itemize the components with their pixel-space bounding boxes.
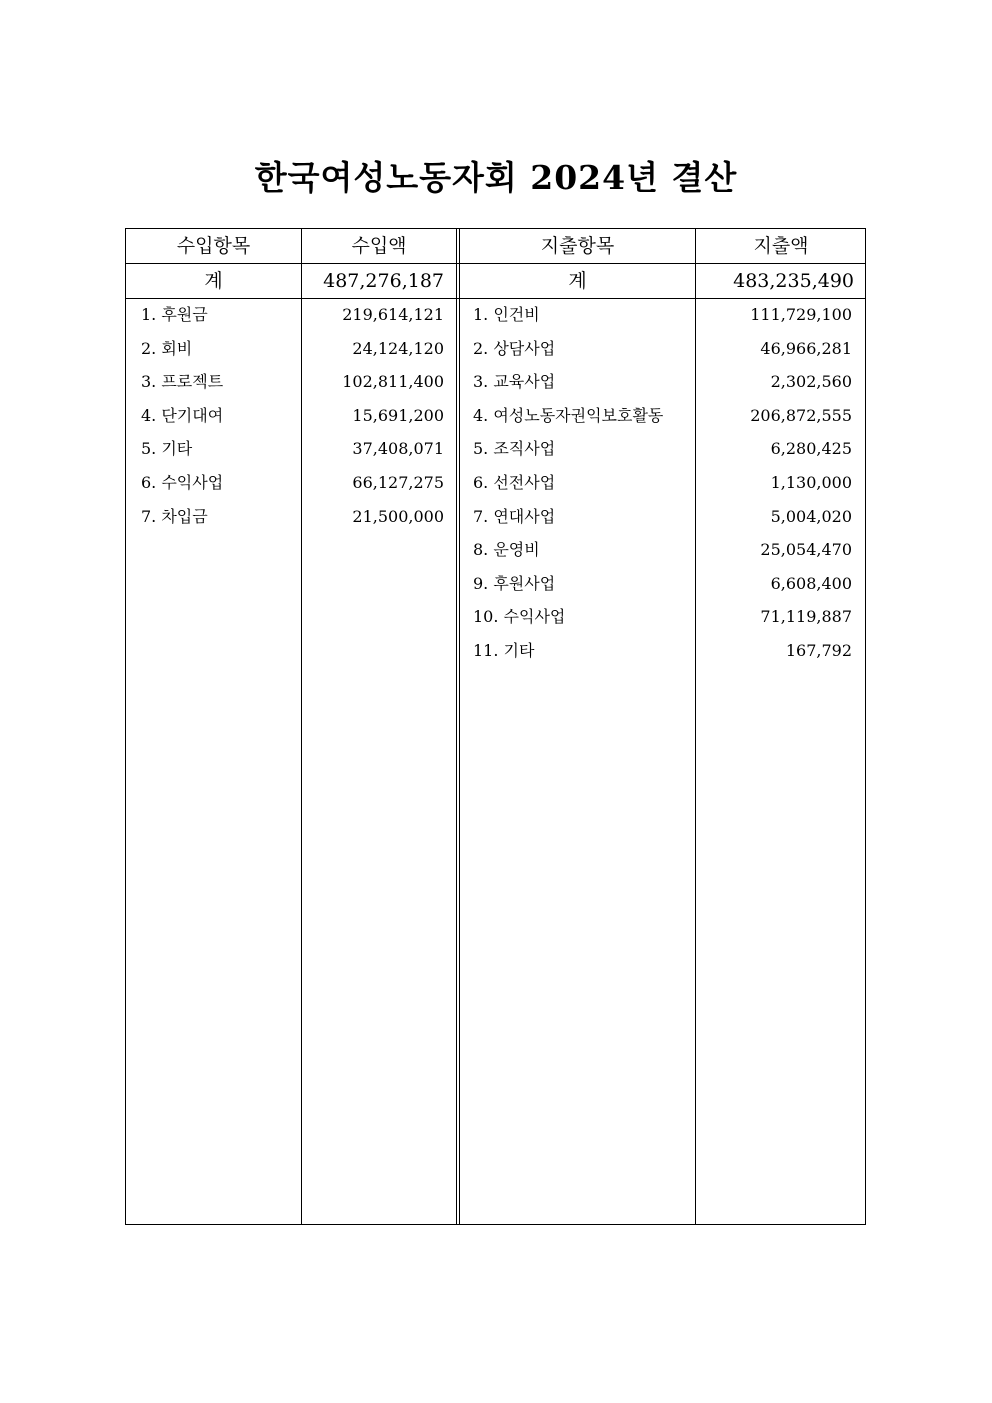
total-divider	[126, 298, 865, 299]
expense-amount: 46,966,281	[760, 339, 852, 358]
expense-item: 11. 기타	[473, 641, 535, 660]
expense-item: 8. 운영비	[473, 540, 540, 559]
income-amount: 66,127,275	[352, 473, 444, 492]
header-income-item: 수입항목	[176, 235, 251, 257]
expense-item: 1. 인건비	[473, 305, 540, 324]
expense-item: 9. 후원사업	[473, 574, 556, 593]
income-amount: 15,691,200	[352, 406, 444, 425]
income-amount: 21,500,000	[352, 507, 444, 526]
income-item: 3. 프로젝트	[141, 372, 224, 391]
income-amount: 102,811,400	[342, 372, 444, 391]
header-expense-item: 지출항목	[540, 235, 615, 257]
budget-table	[125, 228, 866, 1225]
expense-amount: 71,119,887	[760, 607, 852, 626]
expense-total-value: 483,235,490	[733, 270, 854, 292]
expense-item: 3. 교육사업	[473, 372, 556, 391]
income-item: 6. 수익사업	[141, 473, 224, 492]
expense-amount: 6,280,425	[770, 439, 852, 458]
income-item: 1. 후원금	[141, 305, 208, 324]
column-divider	[456, 229, 457, 1224]
income-amount: 37,408,071	[352, 439, 444, 458]
expense-total-label: 계	[568, 270, 587, 292]
expense-item: 6. 선전사업	[473, 473, 556, 492]
header-income-amount: 수입액	[351, 235, 407, 257]
income-amount: 24,124,120	[352, 339, 444, 358]
expense-amount: 2,302,560	[770, 372, 852, 391]
expense-amount: 167,792	[785, 641, 852, 660]
income-item: 2. 회비	[141, 339, 193, 358]
income-item: 4. 단기대여	[141, 406, 224, 425]
expense-amount: 206,872,555	[750, 406, 852, 425]
column-divider-double	[459, 229, 460, 1224]
expense-item: 5. 조직사업	[473, 439, 556, 458]
expense-item: 10. 수익사업	[473, 607, 566, 626]
expense-item: 4. 여성노동자권익보호활동	[473, 406, 664, 425]
income-amount: 219,614,121	[342, 305, 444, 324]
income-total-label: 계	[204, 270, 223, 292]
expense-amount: 25,054,470	[760, 540, 852, 559]
expense-item: 7. 연대사업	[473, 507, 556, 526]
expense-item: 2. 상담사업	[473, 339, 556, 358]
expense-amount: 5,004,020	[770, 507, 852, 526]
header-expense-amount: 지출액	[753, 235, 809, 257]
income-total-value: 487,276,187	[323, 270, 444, 292]
expense-amount: 6,608,400	[770, 574, 852, 593]
expense-amount: 1,130,000	[770, 473, 852, 492]
income-item: 7. 차입금	[141, 507, 208, 526]
income-item: 5. 기타	[141, 439, 193, 458]
expense-amount: 111,729,100	[750, 305, 852, 324]
document-title: 한국여성노동자회 2024년 결산	[254, 158, 738, 197]
